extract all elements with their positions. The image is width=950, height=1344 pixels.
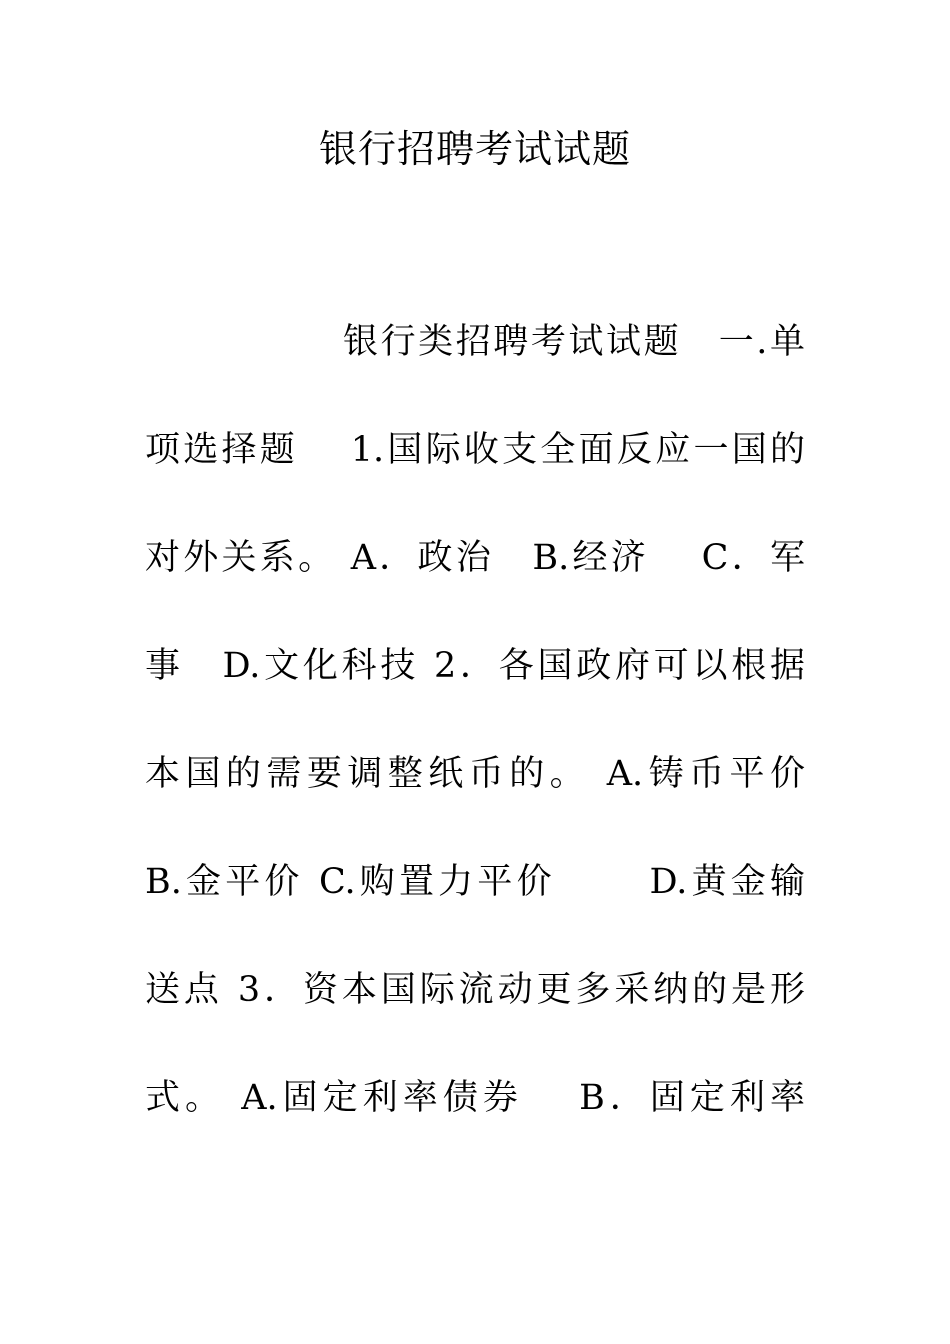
body-line: 式。 A.固定利率债券 B．固定利率 [145,1078,805,1118]
body-line: 项选择题 1.国际收支全面反应一国的 [145,430,805,470]
body-line: B.金平价 C.购置力平价 D.黄金输 [145,862,805,902]
document-title: 银行招聘考试试题 [318,127,631,171]
body-line: 事 D.文化科技 2．各国政府可以根据 [145,646,805,686]
body-line: 银行类招聘考试试题 一.单 [343,322,805,362]
body-line: 对外关系。 A．政治 B.经济 C．军 [145,538,805,578]
body-line: 本国的需要调整纸币的。 A.铸币平价 [145,754,805,794]
document-body [145,315,805,1179]
body-line: 送点 3．资本国际流动更多采纳的是形 [145,970,805,1010]
